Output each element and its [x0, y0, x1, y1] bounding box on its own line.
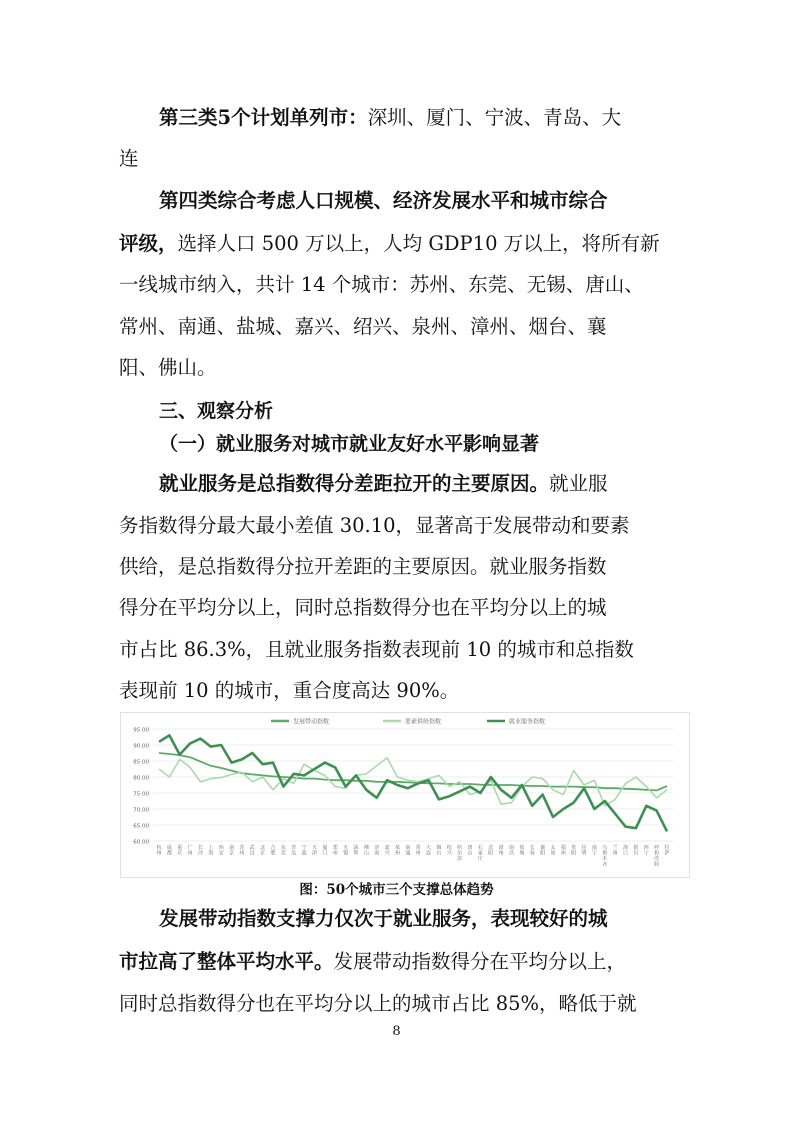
- text-line: [119, 187, 608, 215]
- subsection-heading: [119, 430, 539, 458]
- bold-lead: 第三类5个计划单列市：: [159, 106, 368, 129]
- x-tick-char: 阳: [488, 850, 494, 857]
- heading-text: （一）就业服务对城市就业友好水平影响显著: [159, 433, 540, 455]
- x-tick-char: 圳: [353, 850, 359, 857]
- x-tick-label: [343, 844, 348, 857]
- x-tick-char: 波: [301, 850, 307, 857]
- x-tick-char: 京: [229, 850, 235, 857]
- x-tick-label: [571, 844, 577, 857]
- y-tick-label: 65.00: [133, 823, 149, 830]
- text-line: [119, 905, 608, 933]
- x-tick-char: 口: [623, 850, 629, 857]
- x-tick-char: 南: [374, 850, 380, 857]
- text-line: [119, 313, 607, 341]
- text-line: [119, 145, 139, 173]
- x-tick-char: 家: [477, 850, 483, 857]
- x-tick-label: [177, 844, 182, 857]
- x-tick-char: 滨: [457, 856, 463, 863]
- x-tick-char: 特: [654, 861, 660, 868]
- x-tick-char: 海: [623, 845, 629, 851]
- x-tick-char: 苏: [239, 845, 245, 851]
- x-tick-char: 襄: [540, 845, 546, 851]
- x-tick-label: [519, 844, 524, 857]
- text: 同时总指数得分也在平均分以上的城市占比 85%，略低于就: [119, 992, 637, 1015]
- x-tick-char: 州: [498, 850, 504, 857]
- x-tick-label: [333, 844, 338, 857]
- x-tick-char: 东: [280, 845, 286, 851]
- text: 表现前 10 的城市，重合度高达 90%。: [119, 679, 460, 702]
- y-tick-label: 95.00: [133, 727, 149, 734]
- x-tick-label: [457, 844, 462, 862]
- x-tick-char: 大: [426, 845, 432, 851]
- bold-lead: 第四类综合考虑人口规模、经济发展水平和城市综合: [159, 189, 608, 212]
- x-tick-char: 上: [208, 845, 214, 851]
- x-tick-label: [364, 844, 369, 857]
- x-tick-char: 津: [312, 850, 318, 857]
- x-tick-char: 呼: [654, 845, 660, 851]
- text-line: [119, 470, 608, 498]
- x-tick-char: 昌: [508, 850, 514, 857]
- x-tick-char: 和: [654, 850, 660, 857]
- x-tick-char: 长: [529, 845, 535, 851]
- x-tick-label: [582, 844, 587, 857]
- x-tick-char: 银: [633, 845, 639, 851]
- x-tick-char: 汉: [249, 850, 255, 857]
- x-tick-char: 莞: [280, 850, 286, 857]
- text: 发展带动指数得分在平均分以上，: [333, 950, 627, 973]
- x-tick-label: [613, 844, 618, 857]
- x-tick-char: 北: [260, 845, 266, 851]
- x-tick-char: 青: [291, 845, 297, 851]
- x-tick-char: 山: [363, 850, 369, 857]
- x-tick-label: [499, 844, 504, 857]
- x-tick-label: [426, 844, 431, 857]
- x-tick-label: [416, 844, 421, 857]
- x-tick-char: 石: [477, 845, 483, 851]
- text-line: [119, 990, 637, 1018]
- x-tick-char: 兰: [612, 845, 618, 851]
- x-tick-char: 安: [218, 850, 224, 857]
- text-line: [119, 512, 630, 540]
- text-line: [119, 354, 217, 382]
- x-tick-label: [478, 844, 483, 862]
- x-tick-char: 阳: [540, 850, 546, 857]
- x-tick-char: 沈: [488, 845, 494, 851]
- x-tick-char: 天: [312, 845, 318, 851]
- x-tick-label: [509, 844, 514, 857]
- x-tick-char: 成: [166, 845, 172, 851]
- x-tick-label: [530, 844, 535, 857]
- x-tick-label: [156, 844, 161, 857]
- bold-lead: 发展带动指数支撑力仅次于就业服务，表现较好的城: [159, 907, 608, 930]
- y-tick-label: 90.00: [133, 743, 149, 750]
- figure-caption: 图：50个城市三个支撑总体趋势: [299, 882, 494, 898]
- x-tick-char: 明: [581, 850, 587, 857]
- x-tick-label: [654, 844, 659, 868]
- x-tick-label: [374, 844, 379, 857]
- x-tick-char: 杭: [156, 845, 162, 851]
- bold-lead: 就业服务是总指数得分差距拉开的主要原因。: [159, 472, 550, 495]
- bold-lead: 评级，: [119, 232, 178, 255]
- x-tick-label: [312, 844, 317, 857]
- x-tick-char: 唐: [467, 845, 473, 851]
- text: 供给，是总指数得分拉开差距的主要原因。就业服务指数: [119, 555, 607, 578]
- x-tick-char: 木: [602, 856, 608, 863]
- x-tick-char: 南: [229, 845, 235, 851]
- x-tick-char: 沙: [197, 850, 203, 857]
- x-tick-char: 兴: [384, 850, 390, 857]
- text-line: [119, 677, 459, 705]
- text-line: [119, 271, 644, 299]
- x-tick-char: 通: [405, 850, 411, 857]
- x-tick-char: 武: [249, 845, 255, 851]
- x-tick-label: [219, 844, 224, 857]
- x-tick-char: 绍: [446, 845, 452, 851]
- x-tick-char: 西: [643, 845, 649, 851]
- x-tick-label: [302, 844, 307, 857]
- x-tick-char: 阳: [571, 850, 577, 857]
- x-tick-char: 台: [436, 850, 442, 857]
- x-tick-label: [664, 844, 669, 857]
- x-tick-label: [291, 844, 296, 857]
- x-tick-label: [550, 844, 555, 857]
- x-tick-char: 岛: [291, 850, 297, 857]
- x-tick-label: [623, 844, 628, 857]
- x-tick-label: [436, 844, 441, 857]
- text: 得分在平均分以上，同时总指数得分也在平均分以上的城: [119, 596, 607, 619]
- text-line: [119, 594, 607, 622]
- x-tick-char: 郑: [332, 845, 338, 851]
- x-tick-label: [447, 844, 453, 857]
- text: 务指数得分最大最小差值 30.10，显著高于发展带动和要素: [119, 514, 630, 537]
- legend-label: 要素供给指数: [405, 718, 442, 726]
- x-tick-label: [561, 844, 566, 857]
- x-tick-char: 常: [415, 845, 421, 851]
- text: 深圳、厦门、宁波、青岛、大: [367, 106, 622, 129]
- x-tick-char: 州: [560, 850, 566, 857]
- page-number: 8: [392, 1024, 401, 1039]
- y-tick-label: 85.00: [133, 759, 149, 766]
- x-tick-char: 州: [239, 850, 245, 857]
- text-line: [119, 636, 634, 664]
- x-tick-char: 都: [166, 850, 172, 857]
- x-tick-label: [198, 844, 204, 857]
- x-tick-char: 城: [519, 850, 525, 857]
- line-chart: [120, 712, 690, 878]
- x-tick-char: 州: [394, 850, 400, 857]
- x-tick-char: 昆: [581, 845, 587, 851]
- x-tick-char: 泉: [394, 845, 400, 851]
- x-tick-char: 山: [467, 850, 473, 857]
- x-tick-char: 福: [560, 845, 566, 851]
- x-tick-label: [468, 844, 473, 857]
- text: 就业服: [549, 472, 608, 495]
- x-tick-char: 齐: [602, 861, 608, 868]
- bold-lead: 市拉高了整体平均水平。: [119, 950, 334, 973]
- x-tick-char: 庄: [477, 856, 483, 863]
- x-tick-label: [633, 844, 638, 857]
- x-tick-char: 漳: [498, 845, 504, 851]
- x-tick-label: [322, 844, 327, 857]
- section-heading: [119, 397, 273, 425]
- text: 连: [119, 147, 139, 170]
- y-tick-label: 80.00: [133, 775, 149, 782]
- x-tick-char: 南: [591, 845, 597, 851]
- heading-text: 三、观察分析: [159, 400, 274, 422]
- series-line: [159, 758, 667, 806]
- text-line: [119, 230, 660, 258]
- y-tick-label: 60.00: [133, 839, 149, 846]
- x-tick-char: 南: [405, 845, 411, 851]
- x-tick-char: 州: [156, 850, 162, 857]
- x-tick-label: [208, 844, 213, 857]
- x-tick-char: 川: [633, 850, 639, 857]
- text: 选择人口 500 万以上，人均 GDP10 万以上，将所有新: [177, 232, 660, 255]
- chart-svg: [121, 713, 689, 877]
- x-tick-char: 肥: [270, 850, 276, 857]
- x-tick-char: 门: [322, 850, 328, 857]
- x-tick-label: [281, 844, 286, 857]
- x-tick-char: 州: [612, 850, 618, 857]
- x-tick-char: 合: [270, 845, 276, 851]
- x-tick-char: 京: [260, 850, 266, 857]
- y-tick-label: 75.00: [133, 791, 149, 798]
- x-tick-char: 厦: [322, 845, 328, 851]
- x-tick-char: 春: [529, 850, 535, 857]
- x-tick-char: 盐: [519, 845, 525, 851]
- legend-label: 就业服务指数: [509, 718, 546, 726]
- x-tick-char: 州: [332, 850, 338, 857]
- text-line: [119, 948, 626, 976]
- x-tick-char: 重: [177, 845, 183, 851]
- x-tick-char: 浩: [654, 856, 660, 863]
- x-tick-char: 尔: [457, 850, 463, 857]
- text: 常州、南通、盐城、嘉兴、绍兴、泉州、漳州、烟台、襄: [119, 315, 607, 338]
- x-tick-char: 州: [415, 850, 421, 857]
- x-tick-char: 鲁: [602, 850, 608, 857]
- text: 阳、佛山。: [119, 356, 217, 379]
- x-tick-char: 无: [343, 845, 349, 851]
- x-tick-char: 广: [187, 845, 193, 851]
- x-tick-label: [592, 844, 597, 857]
- x-tick-char: 佛: [363, 845, 369, 851]
- x-tick-char: 宁: [591, 850, 597, 857]
- x-tick-label: [353, 844, 358, 857]
- text-line: [119, 553, 607, 581]
- x-tick-char: 宁: [643, 850, 649, 857]
- x-tick-char: 拉: [664, 845, 670, 851]
- x-tick-char: 庆: [177, 850, 183, 857]
- x-tick-char: 连: [426, 850, 432, 857]
- legend-label: 发展带动指数: [293, 718, 330, 726]
- x-tick-label: [488, 844, 493, 857]
- x-tick-char: 锡: [343, 850, 349, 857]
- x-tick-char: 西: [218, 845, 224, 851]
- x-tick-char: 原: [550, 850, 556, 857]
- x-tick-char: 海: [208, 850, 214, 857]
- x-tick-label: [405, 844, 410, 857]
- x-tick-char: 乌: [602, 845, 608, 851]
- x-tick-char: 兴: [446, 850, 452, 857]
- x-tick-label: [239, 844, 245, 857]
- x-tick-char: 州: [187, 850, 193, 857]
- x-tick-char: 深: [353, 845, 359, 851]
- x-tick-label: [188, 844, 193, 857]
- text: 一线城市纳入，共计 14 个城市：苏州、东莞、无锡、唐山、: [119, 273, 644, 296]
- x-tick-char: 南: [508, 845, 514, 851]
- x-tick-char: 太: [550, 845, 556, 851]
- x-tick-label: [271, 844, 276, 857]
- x-tick-char: 哈: [457, 845, 463, 851]
- x-tick-char: 贵: [571, 845, 577, 851]
- x-tick-label: [644, 844, 649, 857]
- x-tick-char: 宁: [301, 845, 307, 851]
- x-tick-char: 长: [197, 845, 203, 851]
- x-tick-char: 嘉: [384, 845, 390, 851]
- x-tick-label: [602, 844, 607, 868]
- x-tick-label: [385, 844, 391, 857]
- x-tick-label: [260, 844, 265, 857]
- x-tick-label: [540, 844, 545, 857]
- x-tick-label: [229, 844, 234, 857]
- x-tick-char: 烟: [436, 845, 442, 851]
- x-tick-char: 济: [374, 845, 380, 851]
- text: 市占比 86.3%，且就业服务指数表现前 10 的城市和总指数: [119, 638, 634, 661]
- x-tick-char: 萨: [664, 850, 670, 857]
- text-line: [119, 104, 621, 132]
- x-tick-label: [167, 844, 172, 857]
- x-tick-label: [250, 844, 255, 857]
- y-tick-label: 70.00: [133, 807, 149, 814]
- x-tick-label: [395, 844, 400, 857]
